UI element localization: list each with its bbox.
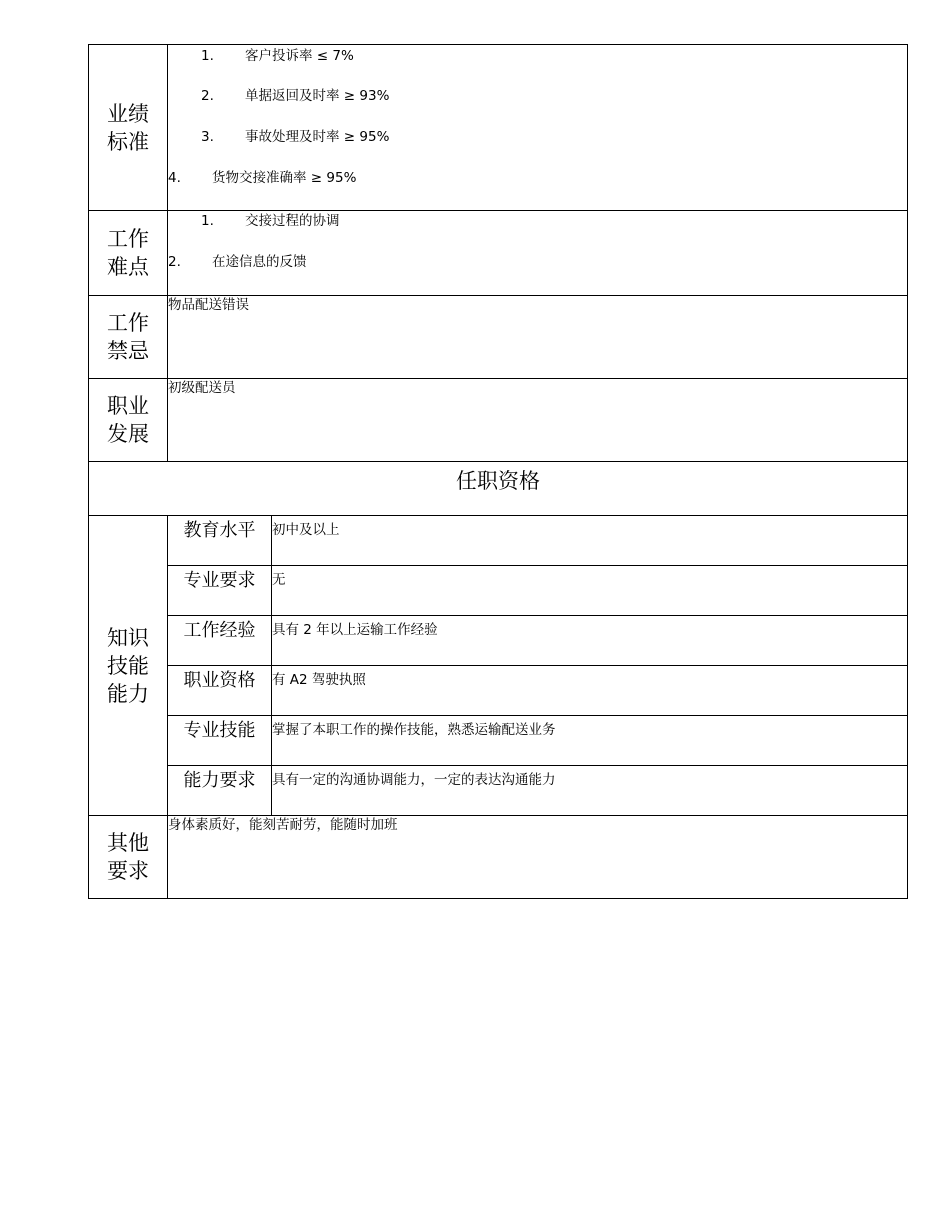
experience-label: 工作经验 bbox=[168, 616, 272, 666]
list-item: 4. 货物交接准确率 ≥ 95% bbox=[168, 170, 357, 186]
ability-label: 能力要求 bbox=[168, 766, 272, 816]
skills-label: 专业技能 bbox=[168, 716, 272, 766]
qualification-row bbox=[89, 766, 908, 816]
qualification-row bbox=[89, 666, 908, 716]
major-label: 专业要求 bbox=[168, 566, 272, 616]
performance-label: 业绩标准 bbox=[89, 45, 168, 211]
qualification-row bbox=[89, 716, 908, 766]
certification-label: 职业资格 bbox=[168, 666, 272, 716]
education-value: 初中及以上 bbox=[272, 516, 908, 566]
qualification-row bbox=[89, 516, 908, 566]
list-item: 1. 交接过程的协调 bbox=[201, 213, 340, 229]
qualifications-label: 知识技能能力 bbox=[89, 516, 168, 816]
taboos-label: 工作禁忌 bbox=[89, 296, 168, 379]
taboos-value: 物品配送错误 bbox=[168, 296, 908, 379]
performance-row bbox=[89, 45, 908, 211]
major-value: 无 bbox=[272, 566, 908, 616]
other-row bbox=[89, 816, 908, 899]
difficulties-row bbox=[89, 211, 908, 296]
list-item: 2. 单据返回及时率 ≥ 93% bbox=[201, 88, 390, 104]
qualifications-title-row bbox=[89, 462, 908, 516]
ability-value: 具有一定的沟通协调能力，一定的表达沟通能力 bbox=[272, 766, 908, 816]
difficulties-label: 工作难点 bbox=[89, 211, 168, 296]
skills-value: 掌握了本职工作的操作技能，熟悉运输配送业务 bbox=[272, 716, 908, 766]
list-item: 3. 事故处理及时率 ≥ 95% bbox=[201, 129, 390, 145]
list-item: 1. 客户投诉率 ≤ 7% bbox=[201, 48, 354, 64]
qualification-row bbox=[89, 616, 908, 666]
taboos-row bbox=[89, 296, 908, 379]
other-value: 身体素质好，能刻苦耐劳，能随时加班 bbox=[168, 816, 908, 899]
difficulties-list bbox=[168, 211, 908, 296]
experience-value: 具有 2 年以上运输工作经验 bbox=[272, 616, 908, 666]
education-label: 教育水平 bbox=[168, 516, 272, 566]
job-description-table bbox=[88, 44, 908, 899]
qualifications-title: 任职资格 bbox=[89, 462, 908, 516]
other-label: 其他要求 bbox=[89, 816, 168, 899]
career-row bbox=[89, 379, 908, 462]
list-item: 2. 在途信息的反馈 bbox=[168, 254, 307, 270]
performance-list bbox=[168, 45, 908, 211]
certification-value: 有 A2 驾驶执照 bbox=[272, 666, 908, 716]
career-value: 初级配送员 bbox=[168, 379, 908, 462]
qualification-row bbox=[89, 566, 908, 616]
career-label: 职业发展 bbox=[89, 379, 168, 462]
